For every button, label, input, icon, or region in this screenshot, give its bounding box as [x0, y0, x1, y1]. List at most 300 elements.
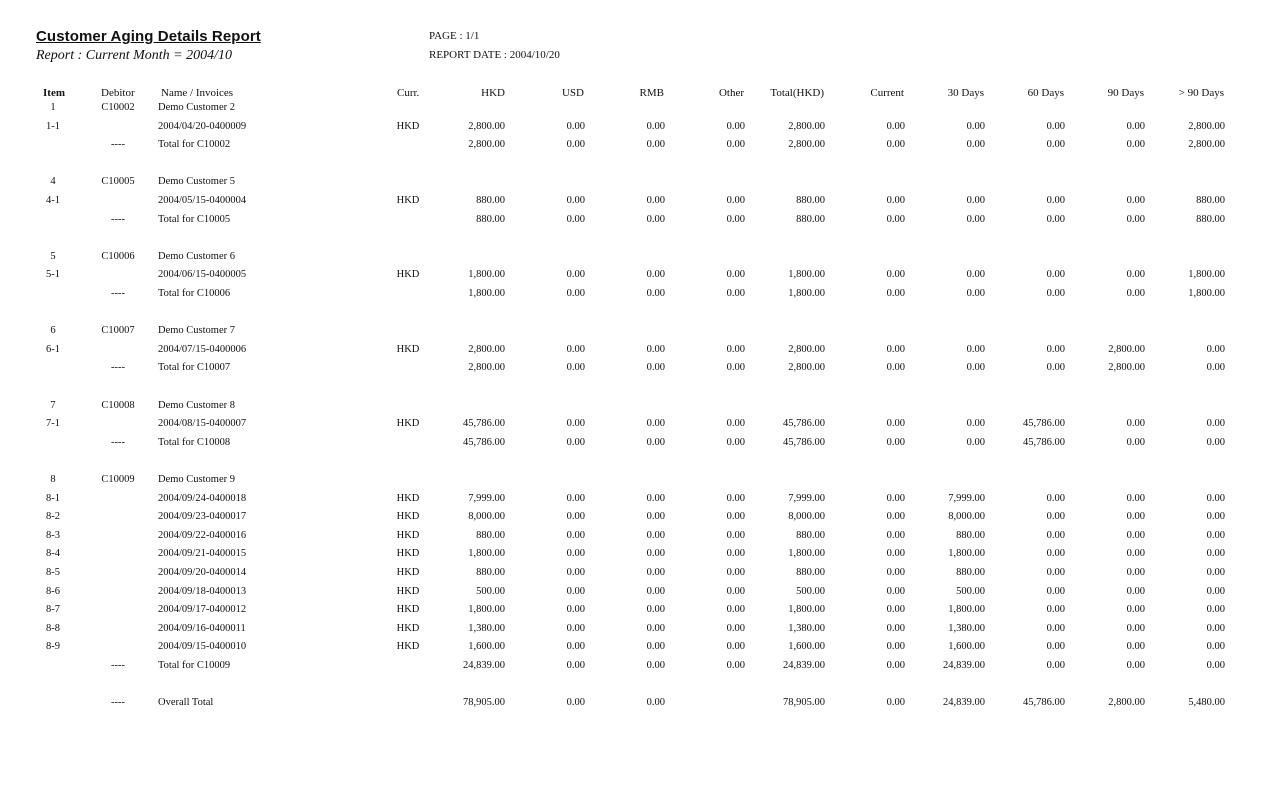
hkd-cell: 24,839.00	[463, 660, 505, 671]
other-cell: 0.00	[726, 213, 745, 225]
hkd-cell: 1,800.00	[468, 548, 505, 560]
30-days-cell: 880.00	[956, 567, 985, 578]
over-90-days-cell: 0.00	[1206, 492, 1225, 504]
90-days-cell: 0.00	[1126, 529, 1145, 541]
col-total-hkd: Total(HKD)	[770, 87, 824, 99]
30-days-cell: 880.00	[956, 529, 985, 541]
hkd-cell: 1,380.00	[468, 622, 505, 634]
30-days-cell: 0.00	[966, 213, 985, 225]
60-days-cell: 0.00	[1046, 585, 1065, 597]
total-hkd-cell: 8,000.00	[788, 511, 825, 523]
total-hkd-cell: 45,786.00	[783, 418, 825, 430]
60-days-cell: 0.00	[1046, 622, 1065, 634]
30-days-cell: 0.00	[966, 362, 985, 374]
usd-cell: 0.00	[566, 492, 585, 504]
over-90-days-cell: 0.00	[1206, 660, 1225, 671]
30-days-cell: 0.00	[966, 269, 985, 281]
item-cell: 1-1	[46, 120, 60, 132]
debitor-cell: C10008	[101, 399, 135, 411]
item-cell: 1	[50, 102, 56, 113]
over-90-days-cell: 0.00	[1206, 436, 1225, 448]
item-cell: 4-1	[46, 195, 60, 206]
usd-cell: 0.00	[566, 139, 585, 151]
invoice-name-cell: 2004/06/15-0400005	[158, 269, 247, 281]
other-cell: 0.00	[726, 548, 745, 560]
current-cell: 0.00	[886, 120, 905, 132]
invoice-name-cell: Overall Total	[158, 697, 214, 709]
item-cell: 7	[50, 399, 56, 411]
hkd-cell: 1,600.00	[468, 641, 505, 653]
over-90-days-cell: 0.00	[1206, 604, 1225, 616]
total-hkd-cell: 7,999.00	[788, 492, 825, 504]
90-days-cell: 0.00	[1126, 213, 1145, 225]
90-days-cell: 2,800.00	[1108, 697, 1145, 709]
item-cell: 8-2	[46, 511, 60, 523]
col-30-days: 30 Days	[947, 87, 984, 99]
debitor-cell: C10009	[101, 474, 135, 485]
usd-cell: 0.00	[566, 269, 585, 281]
30-days-cell: 1,800.00	[948, 548, 985, 560]
90-days-cell: 0.00	[1126, 120, 1145, 132]
30-days-cell: 8,000.00	[948, 511, 985, 523]
rmb-cell: 0.00	[646, 641, 665, 653]
60-days-cell: 0.00	[1046, 567, 1065, 578]
current-cell: 0.00	[886, 604, 905, 616]
col-90-days: 90 Days	[1107, 87, 1144, 99]
60-days-cell: 0.00	[1046, 120, 1065, 132]
invoice-name-cell: 2004/09/16-0400011	[158, 622, 246, 634]
invoice-name-cell: 2004/09/24-0400018	[158, 492, 247, 504]
current-cell: 0.00	[886, 585, 905, 597]
invoice-name-cell: Total for C10009	[158, 660, 231, 671]
usd-cell: 0.00	[566, 529, 585, 541]
current-cell: 0.00	[886, 548, 905, 560]
30-days-cell: 0.00	[966, 288, 985, 299]
item-cell: 8-3	[46, 529, 60, 541]
rmb-cell: 0.00	[646, 548, 665, 560]
debitor-cell: ----	[111, 288, 125, 299]
total-hkd-cell: 78,905.00	[783, 697, 825, 709]
other-cell: 0.00	[726, 139, 745, 151]
rmb-cell: 0.00	[646, 120, 665, 132]
rmb-cell: 0.00	[646, 195, 665, 206]
over-90-days-cell: 0.00	[1206, 585, 1225, 597]
customer-name-cell: Demo Customer 7	[158, 325, 235, 337]
customer-name-cell: Demo Customer 9	[158, 474, 235, 485]
current-cell: 0.00	[886, 567, 905, 578]
90-days-cell: 0.00	[1126, 492, 1145, 504]
rmb-cell: 0.00	[646, 343, 665, 355]
rmb-cell: 0.00	[646, 436, 665, 448]
usd-cell: 0.00	[566, 567, 585, 578]
debitor-cell: C10006	[101, 250, 135, 262]
other-cell: 0.00	[726, 529, 745, 541]
total-hkd-cell: 2,800.00	[788, 362, 825, 374]
total-hkd-cell: 1,800.00	[788, 269, 825, 281]
90-days-cell: 0.00	[1126, 418, 1145, 430]
60-days-cell: 0.00	[1046, 529, 1065, 541]
other-cell: 0.00	[726, 492, 745, 504]
col-debitor: Debitor	[101, 87, 135, 99]
90-days-cell: 0.00	[1126, 660, 1145, 671]
debitor-cell: C10007	[101, 325, 135, 337]
hkd-cell: 7,999.00	[468, 492, 505, 504]
other-cell: 0.00	[726, 511, 745, 523]
current-cell: 0.00	[886, 622, 905, 634]
over-90-days-cell: 0.00	[1206, 362, 1225, 374]
30-days-cell: 0.00	[966, 418, 985, 430]
other-cell: 0.00	[726, 288, 745, 299]
currency-cell: HKD	[396, 604, 420, 616]
col-over-90-days: > 90 Days	[1178, 87, 1224, 99]
90-days-cell: 0.00	[1126, 288, 1145, 299]
usd-cell: 0.00	[566, 120, 585, 132]
invoice-name-cell: Total for C10008	[158, 436, 231, 448]
col-usd: USD	[561, 87, 584, 99]
hkd-cell: 2,800.00	[468, 362, 505, 374]
other-cell: 0.00	[726, 120, 745, 132]
invoice-name-cell: 2004/09/21-0400015	[158, 548, 247, 560]
rmb-cell: 0.00	[646, 660, 665, 671]
col-hkd: HKD	[481, 87, 505, 99]
debitor-cell: C10002	[101, 102, 135, 113]
over-90-days-cell: 0.00	[1206, 641, 1225, 653]
over-90-days-cell: 2,800.00	[1188, 139, 1225, 151]
current-cell: 0.00	[886, 213, 905, 225]
over-90-days-cell: 1,800.00	[1188, 269, 1225, 281]
usd-cell: 0.00	[566, 362, 585, 374]
report-date: REPORT DATE : 2004/10/20	[429, 49, 560, 61]
total-hkd-cell: 1,800.00	[788, 604, 825, 616]
hkd-cell: 880.00	[476, 567, 505, 578]
usd-cell: 0.00	[566, 641, 585, 653]
invoice-name-cell: 2004/09/18-0400013	[158, 585, 247, 597]
current-cell: 0.00	[886, 660, 905, 671]
over-90-days-cell: 0.00	[1206, 567, 1225, 578]
30-days-cell: 1,380.00	[948, 622, 985, 634]
item-cell: 8-6	[46, 585, 60, 597]
invoice-name-cell: 2004/08/15-0400007	[158, 418, 247, 430]
usd-cell: 0.00	[566, 660, 585, 671]
invoice-name-cell: Total for C10006	[158, 288, 231, 299]
90-days-cell: 0.00	[1126, 511, 1145, 523]
total-hkd-cell: 880.00	[796, 213, 825, 225]
currency-cell: HKD	[396, 120, 420, 132]
usd-cell: 0.00	[566, 195, 585, 206]
total-hkd-cell: 1,600.00	[788, 641, 825, 653]
hkd-cell: 880.00	[476, 195, 505, 206]
30-days-cell: 7,999.00	[948, 492, 985, 504]
debitor-cell: ----	[111, 697, 125, 709]
over-90-days-cell: 880.00	[1196, 213, 1225, 225]
rmb-cell: 0.00	[646, 213, 665, 225]
30-days-cell: 0.00	[966, 195, 985, 206]
30-days-cell: 1,800.00	[948, 604, 985, 616]
item-cell: 8	[50, 474, 56, 485]
usd-cell: 0.00	[566, 213, 585, 225]
over-90-days-cell: 880.00	[1196, 195, 1225, 206]
item-cell: 8-9	[46, 641, 60, 653]
current-cell: 0.00	[886, 641, 905, 653]
currency-cell: HKD	[396, 585, 420, 597]
30-days-cell: 500.00	[956, 585, 985, 597]
rmb-cell: 0.00	[646, 697, 665, 709]
rmb-cell: 0.00	[646, 418, 665, 430]
60-days-cell: 0.00	[1046, 492, 1065, 504]
currency-cell: HKD	[396, 641, 420, 653]
item-cell: 6-1	[46, 343, 60, 355]
60-days-cell: 0.00	[1046, 511, 1065, 523]
usd-cell: 0.00	[566, 343, 585, 355]
currency-cell: HKD	[396, 269, 420, 281]
30-days-cell: 1,600.00	[948, 641, 985, 653]
col-rmb: RMB	[639, 87, 664, 99]
90-days-cell: 0.00	[1126, 139, 1145, 151]
total-hkd-cell: 2,800.00	[788, 120, 825, 132]
60-days-cell: 0.00	[1046, 641, 1065, 653]
hkd-cell: 8,000.00	[468, 511, 505, 523]
total-hkd-cell: 880.00	[796, 567, 825, 578]
other-cell: 0.00	[726, 418, 745, 430]
col-item: Item	[43, 87, 65, 99]
rmb-cell: 0.00	[646, 567, 665, 578]
30-days-cell: 0.00	[966, 139, 985, 151]
item-cell: 4	[50, 176, 56, 188]
90-days-cell: 0.00	[1126, 436, 1145, 448]
rmb-cell: 0.00	[646, 622, 665, 634]
col-name: Name / Invoices	[161, 87, 234, 99]
hkd-cell: 1,800.00	[468, 269, 505, 281]
customer-name-cell: Demo Customer 5	[158, 176, 235, 188]
other-cell: 0.00	[726, 362, 745, 374]
60-days-cell: 45,786.00	[1023, 697, 1065, 709]
other-cell: 0.00	[726, 622, 745, 634]
current-cell: 0.00	[886, 362, 905, 374]
rmb-cell: 0.00	[646, 269, 665, 281]
invoice-name-cell: 2004/09/23-0400017	[158, 511, 247, 523]
90-days-cell: 2,800.00	[1108, 343, 1145, 355]
invoice-name-cell: 2004/05/15-0400004	[158, 195, 247, 206]
current-cell: 0.00	[886, 195, 905, 206]
60-days-cell: 0.00	[1046, 288, 1065, 299]
60-days-cell: 0.00	[1046, 362, 1065, 374]
hkd-cell: 880.00	[476, 529, 505, 541]
hkd-cell: 45,786.00	[463, 418, 505, 430]
currency-cell: HKD	[396, 511, 420, 523]
90-days-cell: 0.00	[1126, 585, 1145, 597]
current-cell: 0.00	[886, 492, 905, 504]
invoice-name-cell: 2004/09/17-0400012	[158, 604, 247, 616]
invoice-name-cell: 2004/09/20-0400014	[158, 567, 247, 578]
item-cell: 5	[50, 250, 56, 262]
90-days-cell: 0.00	[1126, 269, 1145, 281]
rmb-cell: 0.00	[646, 511, 665, 523]
60-days-cell: 0.00	[1046, 269, 1065, 281]
over-90-days-cell: 2,800.00	[1188, 120, 1225, 132]
invoice-name-cell: 2004/09/22-0400016	[158, 529, 247, 541]
current-cell: 0.00	[886, 529, 905, 541]
debitor-cell: ----	[111, 362, 125, 374]
over-90-days-cell: 0.00	[1206, 548, 1225, 560]
hkd-cell: 1,800.00	[468, 604, 505, 616]
item-cell: 8-7	[46, 604, 60, 616]
col-other: Other	[718, 87, 744, 99]
total-hkd-cell: 2,800.00	[788, 139, 825, 151]
rmb-cell: 0.00	[646, 585, 665, 597]
30-days-cell: 0.00	[966, 436, 985, 448]
rmb-cell: 0.00	[646, 529, 665, 541]
invoice-name-cell: Total for C10005	[158, 213, 231, 225]
60-days-cell: 0.00	[1046, 660, 1065, 671]
currency-cell: HKD	[396, 418, 420, 430]
report-subtitle: Report : Current Month = 2004/10	[36, 48, 232, 63]
90-days-cell: 0.00	[1126, 548, 1145, 560]
total-hkd-cell: 1,800.00	[788, 548, 825, 560]
currency-cell: HKD	[396, 567, 420, 578]
customer-name-cell: Demo Customer 8	[158, 399, 235, 411]
total-hkd-cell: 880.00	[796, 529, 825, 541]
over-90-days-cell: 0.00	[1206, 511, 1225, 523]
60-days-cell: 45,786.00	[1023, 418, 1065, 430]
60-days-cell: 45,786.00	[1023, 436, 1065, 448]
currency-cell: HKD	[396, 492, 420, 504]
item-cell: 6	[50, 325, 56, 337]
current-cell: 0.00	[886, 418, 905, 430]
rmb-cell: 0.00	[646, 604, 665, 616]
total-hkd-cell: 1,380.00	[788, 622, 825, 634]
debitor-cell: ----	[111, 213, 125, 225]
currency-cell: HKD	[396, 548, 420, 560]
total-hkd-cell: 45,786.00	[783, 436, 825, 448]
30-days-cell: 0.00	[966, 120, 985, 132]
usd-cell: 0.00	[566, 288, 585, 299]
current-cell: 0.00	[886, 697, 905, 709]
over-90-days-cell: 0.00	[1206, 529, 1225, 541]
customer-name-cell: Demo Customer 2	[158, 102, 235, 113]
current-cell: 0.00	[886, 288, 905, 299]
other-cell: 0.00	[726, 585, 745, 597]
invoice-name-cell: 2004/07/15-0400006	[158, 343, 247, 355]
usd-cell: 0.00	[566, 585, 585, 597]
current-cell: 0.00	[886, 343, 905, 355]
hkd-cell: 2,800.00	[468, 343, 505, 355]
currency-cell: HKD	[396, 529, 420, 541]
over-90-days-cell: 5,480.00	[1188, 697, 1225, 709]
debitor-cell: ----	[111, 139, 125, 151]
invoice-name-cell: 2004/04/20-0400009	[158, 120, 247, 132]
usd-cell: 0.00	[566, 436, 585, 448]
usd-cell: 0.00	[566, 604, 585, 616]
usd-cell: 0.00	[566, 697, 585, 709]
customer-name-cell: Demo Customer 6	[158, 250, 235, 262]
hkd-cell: 2,800.00	[468, 120, 505, 132]
debitor-cell: ----	[111, 436, 125, 448]
total-hkd-cell: 2,800.00	[788, 343, 825, 355]
item-cell: 7-1	[46, 418, 60, 430]
total-hkd-cell: 1,800.00	[788, 288, 825, 299]
other-cell: 0.00	[726, 641, 745, 653]
current-cell: 0.00	[886, 511, 905, 523]
60-days-cell: 0.00	[1046, 139, 1065, 151]
usd-cell: 0.00	[566, 418, 585, 430]
rmb-cell: 0.00	[646, 139, 665, 151]
page-number: PAGE : 1/1	[429, 30, 480, 42]
30-days-cell: 0.00	[966, 343, 985, 355]
other-cell: 0.00	[726, 660, 745, 671]
hkd-cell: 2,800.00	[468, 139, 505, 151]
hkd-cell: 1,800.00	[468, 288, 505, 299]
invoice-name-cell: Total for C10007	[158, 362, 231, 374]
debitor-cell: C10005	[101, 176, 135, 188]
90-days-cell: 0.00	[1126, 567, 1145, 578]
total-hkd-cell: 500.00	[796, 585, 825, 597]
hkd-cell: 78,905.00	[463, 697, 505, 709]
over-90-days-cell: 0.00	[1206, 343, 1225, 355]
other-cell: 0.00	[726, 604, 745, 616]
currency-cell: HKD	[396, 622, 420, 634]
col-curr: Curr.	[397, 87, 420, 99]
60-days-cell: 0.00	[1046, 195, 1065, 206]
over-90-days-cell: 0.00	[1206, 418, 1225, 430]
rmb-cell: 0.00	[646, 492, 665, 504]
over-90-days-cell: 0.00	[1206, 622, 1225, 634]
90-days-cell: 0.00	[1126, 604, 1145, 616]
other-cell: 0.00	[726, 269, 745, 281]
item-cell: 5-1	[46, 269, 60, 281]
hkd-cell: 500.00	[476, 585, 505, 597]
item-cell: 8-5	[46, 567, 60, 578]
item-cell: 8-8	[46, 622, 60, 634]
current-cell: 0.00	[886, 269, 905, 281]
other-cell: 0.00	[726, 436, 745, 448]
other-cell: 0.00	[726, 195, 745, 206]
over-90-days-cell: 1,800.00	[1188, 288, 1225, 299]
invoice-name-cell: 2004/09/15-0400010	[158, 641, 247, 653]
usd-cell: 0.00	[566, 622, 585, 634]
invoice-name-cell: Total for C10002	[158, 139, 231, 151]
rmb-cell: 0.00	[646, 288, 665, 299]
60-days-cell: 0.00	[1046, 213, 1065, 225]
currency-cell: HKD	[396, 343, 420, 355]
90-days-cell: 2,800.00	[1108, 362, 1145, 374]
30-days-cell: 24,839.00	[943, 660, 985, 671]
other-cell: 0.00	[726, 343, 745, 355]
hkd-cell: 45,786.00	[463, 436, 505, 448]
60-days-cell: 0.00	[1046, 343, 1065, 355]
90-days-cell: 0.00	[1126, 622, 1145, 634]
col-current: Current	[870, 87, 904, 99]
item-cell: 8-1	[46, 492, 60, 504]
total-hkd-cell: 880.00	[796, 195, 825, 206]
60-days-cell: 0.00	[1046, 604, 1065, 616]
total-hkd-cell: 24,839.00	[783, 660, 825, 671]
current-cell: 0.00	[886, 436, 905, 448]
rmb-cell: 0.00	[646, 362, 665, 374]
90-days-cell: 0.00	[1126, 195, 1145, 206]
other-cell: 0.00	[726, 567, 745, 578]
currency-cell: HKD	[396, 195, 420, 206]
report-title: Customer Aging Details Report	[36, 28, 261, 45]
item-cell: 8-4	[46, 548, 60, 560]
hkd-cell: 880.00	[476, 213, 505, 225]
col-60-days: 60 Days	[1027, 87, 1064, 99]
30-days-cell: 24,839.00	[943, 697, 985, 709]
90-days-cell: 0.00	[1126, 641, 1145, 653]
current-cell: 0.00	[886, 139, 905, 151]
usd-cell: 0.00	[566, 548, 585, 560]
60-days-cell: 0.00	[1046, 548, 1065, 560]
usd-cell: 0.00	[566, 511, 585, 523]
